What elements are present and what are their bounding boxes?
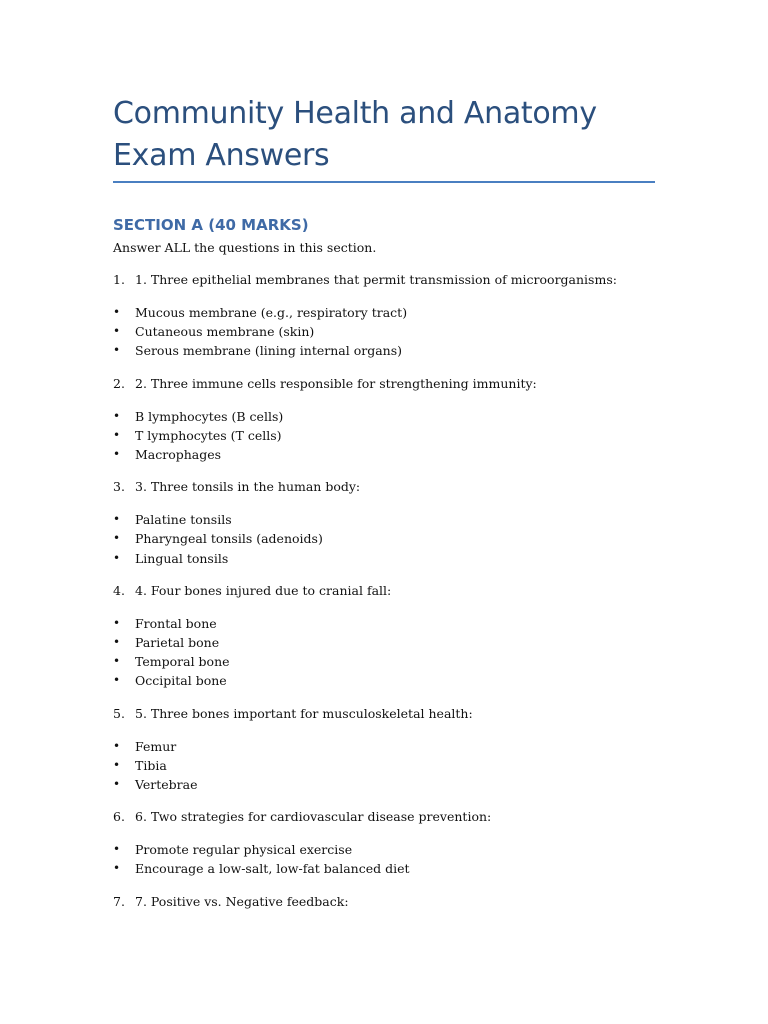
bullet-icon: •: [113, 615, 121, 630]
bullet-icon: •: [113, 757, 121, 772]
section-heading: SECTION A (40 MARKS): [113, 216, 309, 234]
bullet-icon: •: [113, 343, 121, 358]
answer-text: Mucous membrane (e.g., respiratory tract): [135, 305, 408, 320]
question-text: 1. Three epithelial membranes that permit transmission of microorganisms:: [135, 272, 617, 287]
bullet-icon: •: [113, 777, 121, 792]
question-number: 6.: [113, 809, 125, 825]
answer-text: Serous membrane (lining internal organs): [135, 343, 403, 359]
question-number: 7.: [113, 893, 125, 909]
answer-bullet-item: [113, 426, 655, 445]
bullet-icon: •: [113, 842, 121, 857]
answer-bullet-list: [113, 737, 655, 795]
question-text: 5. Three bones important for musculoskeletal health:: [135, 705, 473, 721]
answer-text: Lingual tonsils: [135, 550, 229, 566]
question-text: 2. Three immune cells responsible for strengthening immunity:: [135, 375, 537, 391]
answer-text: Macrophages: [135, 447, 222, 463]
answer-text: Occipital bone: [135, 673, 227, 689]
answer-text: Pharyngeal tonsils (adenoids): [135, 531, 323, 547]
document-page: [113, 93, 655, 911]
question-item: [113, 893, 655, 911]
answer-bullet-item: [113, 633, 655, 652]
answer-text: Promote regular physical exercise: [135, 842, 353, 858]
question-text: 3. Three tonsils in the human body:: [135, 479, 361, 495]
answer-bullet-item: [113, 756, 655, 775]
bullet-icon: •: [113, 861, 121, 876]
answer-text: Encourage a low-salt, low-fat balanced diet: [135, 861, 410, 877]
bullet-icon: •: [113, 408, 121, 423]
bullet-icon: •: [113, 427, 121, 442]
bullet-icon: •: [113, 531, 121, 546]
answer-text: Femur: [135, 738, 177, 754]
answer-text: Parietal bone: [135, 635, 220, 651]
answer-bullet-list: [113, 303, 655, 361]
bullet-icon: •: [113, 673, 121, 688]
answer-text: Vertebrae: [135, 777, 198, 793]
title-underline-rule: [113, 181, 655, 183]
bullet-icon: •: [113, 654, 121, 669]
answer-bullet-list: [113, 407, 655, 465]
question-number: 1.: [113, 272, 125, 287]
bullet-icon: •: [113, 447, 121, 462]
answer-bullet-item: [113, 775, 655, 794]
bullet-icon: •: [113, 635, 121, 650]
answer-bullet-item: [113, 859, 655, 878]
answer-text: Palatine tonsils: [135, 512, 232, 528]
question-number: 3.: [113, 479, 125, 495]
bullet-icon: •: [113, 305, 121, 319]
question-item: [113, 478, 655, 496]
answer-bullet-item: [113, 652, 655, 671]
bullet-icon: •: [113, 550, 121, 565]
question-item: [113, 375, 655, 393]
answer-bullet-list: [113, 614, 655, 691]
bullet-icon: •: [113, 738, 121, 753]
answer-bullet-item: [113, 614, 655, 633]
answer-bullet-item: [113, 840, 655, 859]
answer-bullet-item: [113, 445, 655, 464]
answer-bullet-item: [113, 549, 655, 568]
question-text: 7. Positive vs. Negative feedback:: [135, 893, 349, 909]
question-number: 2.: [113, 375, 125, 391]
question-item: [113, 582, 655, 600]
question-number: 5.: [113, 705, 125, 721]
answer-text: B lymphocytes (B cells): [135, 408, 284, 424]
document-title: Community Health and Anatomy Exam Answers: [113, 96, 597, 173]
answer-text: Cutaneous membrane (skin): [135, 324, 315, 340]
bullet-icon: •: [113, 324, 121, 339]
question-item: [113, 808, 655, 826]
section-instructions: Answer ALL the questions in this section.: [113, 240, 377, 255]
answer-bullet-item: [113, 671, 655, 690]
answer-bullet-item: [113, 407, 655, 426]
question-item: [113, 705, 655, 723]
answer-bullet-item: [113, 303, 655, 322]
answer-bullet-list: [113, 840, 655, 878]
answer-bullet-item: [113, 322, 655, 341]
answer-text: T lymphocytes (T cells): [135, 427, 282, 443]
answer-text: Temporal bone: [135, 654, 230, 670]
question-text: 6. Two strategies for cardiovascular disease prevention:: [135, 809, 492, 825]
question-item: [113, 271, 655, 289]
bullet-icon: •: [113, 512, 121, 527]
question-text: 4. Four bones injured due to cranial fall:: [135, 582, 392, 598]
question-number: 4.: [113, 582, 125, 598]
answer-bullet-item: [113, 341, 655, 360]
answer-text: Frontal bone: [135, 615, 217, 631]
answer-bullet-item: [113, 529, 655, 548]
answer-text: Tibia: [135, 757, 167, 773]
question-list: [113, 271, 655, 911]
answer-bullet-item: [113, 737, 655, 756]
answer-bullet-item: [113, 510, 655, 529]
answer-bullet-list: [113, 510, 655, 568]
